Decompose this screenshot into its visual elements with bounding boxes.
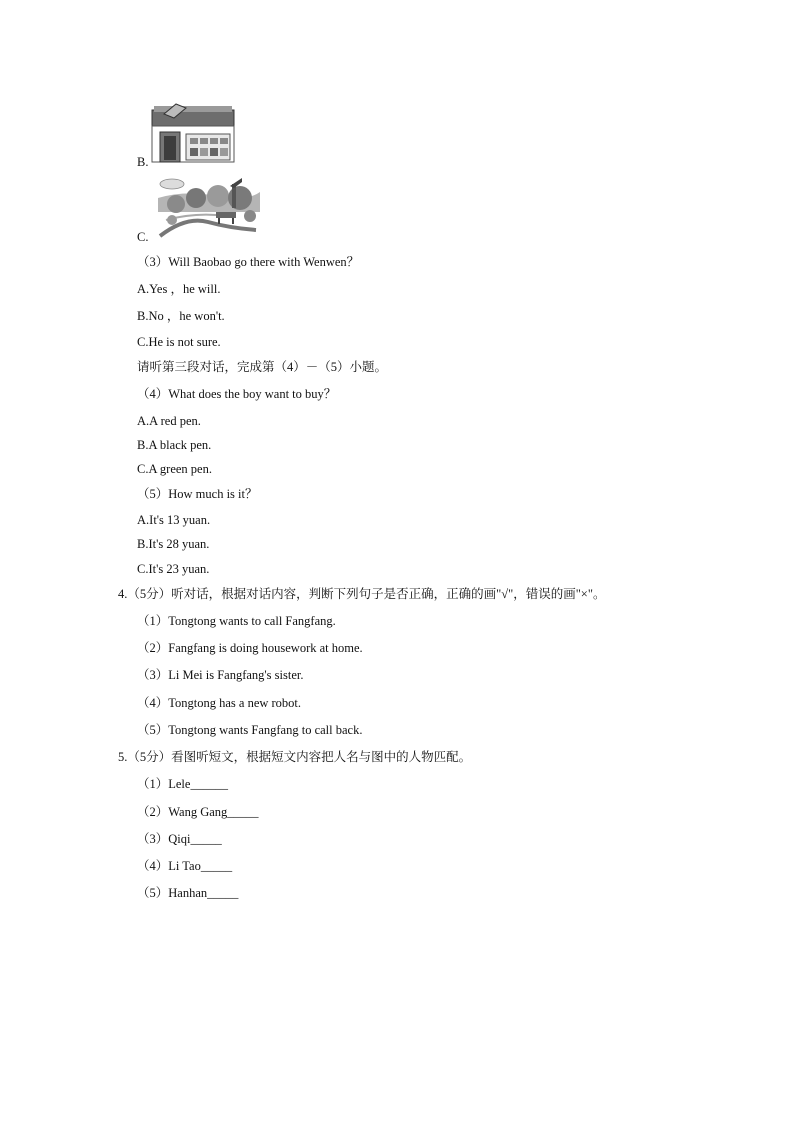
section3-instruction: 请听第三段对话，完成第（4）－（5）小题。 [137,360,388,374]
q4-item-4: （4）Tongtong has a new robot. [137,696,302,710]
sub5-option-c: C.It's 23 yuan. [137,562,210,576]
q4-item-2: （2）Fangfang is doing housework at home. [137,641,363,655]
bookstore-building-icon [150,100,236,164]
sub4-question: （4）What does the boy want to buy？ [137,387,337,401]
sub3-option-c: C.He is not sure. [137,335,221,349]
sub5-question: （5）How much is it？ [137,487,258,501]
q5-item-3: （3）Qiqi_____ [137,832,222,846]
sub3-option-a: A.Yes ，he will. [137,282,221,296]
q4-item-3: （3）Li Mei is Fangfang's sister. [137,668,304,682]
q5-item-4: （4）Li Tao_____ [137,859,233,873]
sub4-option-c: C.A green pen. [137,462,212,476]
question4-heading: 4.（5分）听对话，根据对话内容，判断下列句子是否正确，正确的画"√"，错误的画"×"。 [118,587,606,601]
q4-item-1: （1）Tongtong wants to call Fangfang. [137,614,336,628]
option-b-label: B. [137,155,149,169]
q5-item-5: （5）Hanhan_____ [137,886,239,900]
option-c-label: C. [137,230,149,244]
sub5-option-a: A.It's 13 yuan. [137,513,211,527]
sub5-option-b: B.It's 28 yuan. [137,537,210,551]
sub3-question: （3）Will Baobao go there with Wenwen？ [137,255,360,269]
q5-item-2: （2）Wang Gang_____ [137,805,259,819]
sub4-option-b: B.A black pen. [137,438,212,452]
q5-item-1: （1）Lele______ [137,777,228,791]
q4-item-5: （5）Tongtong wants Fangfang to call back. [137,723,363,737]
park-scene-icon [156,176,260,238]
sub4-option-a: A.A red pen. [137,414,201,428]
question5-heading: 5.（5分）看图听短文，根据短文内容把人名与图中的人物匹配。 [118,750,472,764]
sub3-option-b: B.No ，he won't. [137,309,225,323]
